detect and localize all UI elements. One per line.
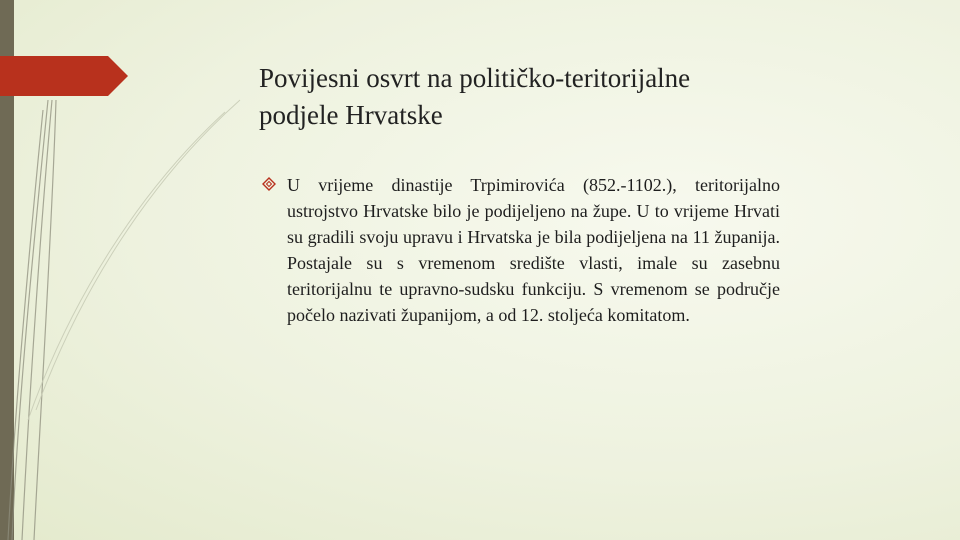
title-line: Povijesni osvrt na političko-teritorijalne (259, 63, 691, 93)
bullet-text: U vrijeme dinastije Trpimirovića (852.-1102.), teritorijalno ustrojstvo Hrvatske bilo je podijeljeno na župe. U to vrijeme Hrvati su gradili svoju upravu i Hrvatska je bila podijeljena na 11 županija. Postajale su s vremenom središte vlasti, imale su zasebnu teritorijalnu te upravno-sudsku funkciju. S vremenom se područje počelo nazivati županijom, a od 12. stoljeća komitatom. (287, 175, 780, 325)
bullet-item (262, 172, 780, 328)
diamond-bullet-icon (262, 177, 276, 191)
accent-arrow (0, 56, 128, 96)
slide-title (259, 60, 879, 134)
title-line: podjele Hrvatske (259, 100, 443, 130)
